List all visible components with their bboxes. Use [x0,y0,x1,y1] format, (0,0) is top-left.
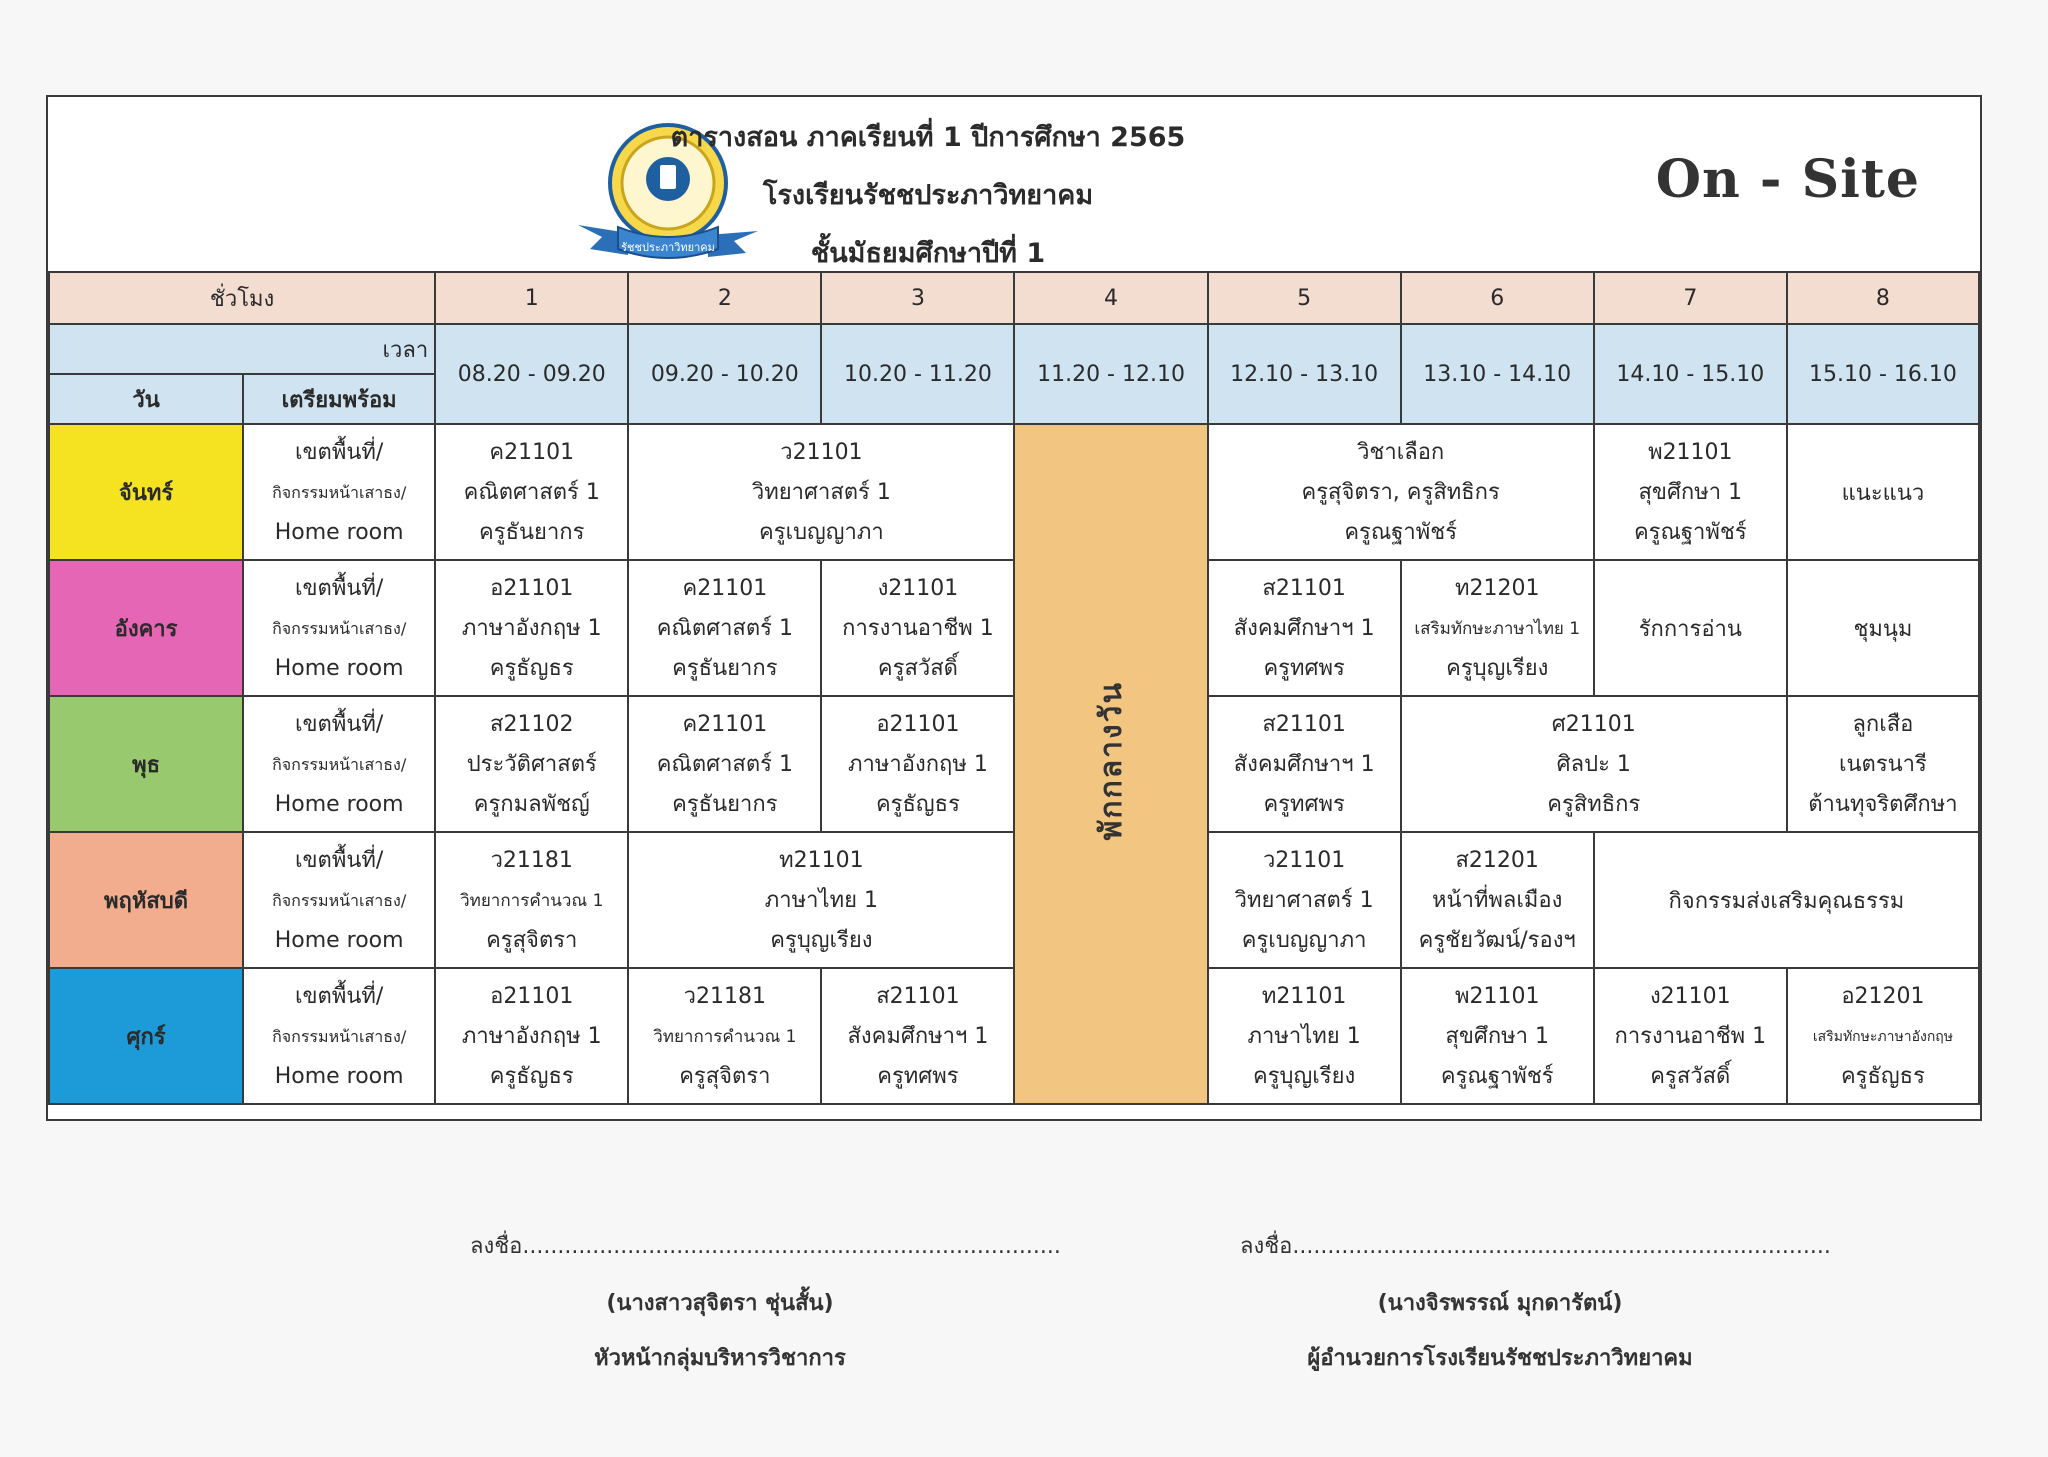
subject-name: วิทยาศาสตร์ 1 [1234,888,1374,913]
grade-level: ชั้นมัธยมศึกษาปีที่ 1 [810,238,1046,269]
teacher-name: ครูทศพร [877,1064,959,1089]
teacher-name: ครูณฐาพัชร์ [1344,520,1458,545]
prep-label: เตรียมพร้อม [243,374,435,424]
prep-line: เขตพื้นที่/ [294,712,384,737]
subject-name: คณิตศาสตร์ 1 [463,480,600,505]
class-cell [435,560,628,696]
prep-cell [243,968,435,1104]
day-name: ศุกร์ [49,968,243,1104]
class-cell [435,696,628,832]
subject-code: ท21201 [1454,576,1540,601]
day-name: อังคาร [49,560,243,696]
day-label: วัน [49,374,243,424]
teacher-name: ครูธัญธร [489,1064,574,1089]
period-number: 2 [628,272,821,324]
activity-line: ลูกเสือ [1852,712,1914,737]
subject-code: ง21101 [877,576,959,601]
class-cell [628,696,821,832]
signature-block-left [470,1228,1061,1395]
period-number: 3 [821,272,1014,324]
time-slot: 10.20 - 11.20 [821,324,1014,424]
prep-line: กิจกรรมหน้าเสาธง/ [272,483,407,502]
teacher-name: ครูบุญเรียง [770,928,873,953]
activity-cell: กิจกรรมส่งเสริมคุณธรรม [1594,832,1979,968]
time-slot: 13.10 - 14.10 [1401,324,1594,424]
subject-code: อ21101 [490,576,574,601]
prep-line: เขตพื้นที่/ [294,440,384,465]
time-slot: 09.20 - 10.20 [628,324,821,424]
class-cell [1401,696,1787,832]
teacher-name: ครูธัญธร [875,792,960,817]
class-cell [1208,832,1401,968]
school-name: โรงเรียนรัชชประภาวิทยาคม [762,180,1094,211]
time-slot: 12.10 - 13.10 [1208,324,1401,424]
class-cell [1594,424,1787,560]
time-slot: 08.20 - 09.20 [435,324,628,424]
subject-code: ท21101 [1261,984,1347,1009]
class-cell [628,424,1014,560]
subject-code: อ21201 [1841,984,1925,1009]
teacher-name: ครูธันยากร [672,792,778,817]
subject-name: การงานอาชีพ 1 [1614,1024,1767,1049]
logo-ribbon-text: รัชชประภาวิทยาคม [621,241,715,254]
subject-code: อ21101 [490,984,574,1009]
activity-cell: ชุมนุม [1787,560,1979,696]
subject-name: ครูสุจิตรา, ครูสิทธิกร [1301,480,1500,505]
teacher-name: ครูสวัสดิ์ [877,656,958,681]
teacher-name: ครูสวัสดิ์ [1650,1064,1731,1089]
teacher-name: ครูธัญธร [1840,1064,1925,1089]
teacher-name: ครูสุจิตรา [486,928,578,953]
subject-code: ค21101 [682,712,768,737]
class-cell [1787,968,1979,1104]
period-header-row [49,272,1979,324]
subject-code: ว21101 [780,440,863,465]
subject-name: ภาษาอังกฤษ 1 [461,1024,602,1049]
subject-name: วิทยาการคำนวณ 1 [653,1027,797,1047]
signature-line: ลงชื่อ............................................................................. [1240,1234,1831,1259]
class-cell [435,968,628,1104]
class-cell [1401,560,1594,696]
subject-name: ศิลปะ 1 [1556,752,1631,777]
prep-line: Home room [274,656,404,681]
subject-code: พ21101 [1454,984,1540,1009]
class-cell [435,424,628,560]
subject-name: ภาษาไทย 1 [764,888,878,913]
class-cell [628,832,1014,968]
teacher-name: ครูเบญญาภา [1241,928,1367,953]
period-number: 8 [1787,272,1979,324]
subject-name: สุขศึกษา 1 [1445,1024,1550,1049]
teacher-name: ครูชัยวัฒน์/รองฯ [1418,928,1576,953]
prep-line: กิจกรรมหน้าเสาธง/ [272,891,407,910]
prep-cell [243,832,435,968]
lunch-label: พักกลางวัน [1093,681,1129,841]
subject-name: ภาษาอังกฤษ 1 [848,752,988,777]
day-row-tuesday [49,560,1979,696]
prep-line: Home room [274,1064,404,1089]
signature-block-right [1240,1228,1831,1395]
subject-code: ค21101 [682,576,768,601]
subject-code: ส21101 [876,984,960,1009]
teacher-name: ครูเบญญาภา [759,520,884,545]
teacher-name: ครูบุญเรียง [1446,656,1549,681]
subject-code: พ21101 [1648,440,1733,465]
prep-line: กิจกรรมหน้าเสาธง/ [272,1027,407,1046]
prep-cell [243,696,435,832]
class-cell [1401,832,1594,968]
class-cell [1208,560,1401,696]
day-name: พฤหัสบดี [49,832,243,968]
time-header-row [49,324,1979,374]
teacher-name: ครูณฐาพัชร์ [1440,1064,1554,1089]
title-block [548,109,1308,283]
teacher-name: ครูบุญเรียง [1253,1064,1356,1089]
day-row-monday [49,424,1979,560]
time-slot: 11.20 - 12.10 [1014,324,1207,424]
subject-code: ส21201 [1455,848,1539,873]
activity-cell [1787,696,1979,832]
activity-cell: รักการอ่าน [1594,560,1787,696]
teacher-name: ครูณฐาพัชร์ [1633,520,1747,545]
activity-cell: แนะแนว [1787,424,1979,560]
prep-line: เขตพื้นที่/ [294,576,384,601]
class-cell [821,968,1014,1104]
lunch-break [1014,424,1207,1104]
timetable [48,271,1980,1105]
subject-name: วิทยาการคำนวณ 1 [460,891,604,911]
class-cell [435,832,628,968]
teacher-name: ครูธันยากร [479,520,585,545]
class-cell [628,968,821,1104]
class-cell [628,560,821,696]
prep-line: กิจกรรมหน้าเสาธง/ [272,755,407,774]
signer-role: หัวหน้ากลุ่มบริหารวิชาการ [594,1346,846,1371]
subject-code: อ21101 [876,712,960,737]
teacher-name: ครูธัญธร [489,656,574,681]
prep-cell [243,424,435,560]
period-number: 5 [1208,272,1401,324]
subject-code: ท21101 [779,848,864,873]
subject-code: วิชาเลือก [1357,440,1445,465]
subject-code: ว21181 [490,848,573,873]
subject-name: เสริมทักษะภาษาไทย 1 [1414,619,1581,639]
subject-code: ส21101 [1262,576,1346,601]
period-number: 6 [1401,272,1594,324]
subject-code: ค21101 [489,440,575,465]
day-row-friday [49,968,1979,1104]
period-number: 4 [1014,272,1207,324]
teacher-name: ครูสิทธิกร [1547,792,1641,817]
prep-line: เขตพื้นที่/ [294,848,384,873]
teacher-name: ครูทศพร [1263,792,1345,817]
subject-code: ศ21101 [1551,712,1636,737]
timetable-sheet [46,95,1982,1121]
class-cell [1594,968,1787,1104]
prep-line: เขตพื้นที่/ [294,984,384,1009]
prep-line: กิจกรรมหน้าเสาธง/ [272,619,407,638]
class-cell [1208,424,1594,560]
period-number: 7 [1594,272,1787,324]
subject-code: ส21102 [490,712,574,737]
period-number: 1 [435,272,628,324]
subject-code: ว21101 [1262,848,1346,873]
prep-line: Home room [274,520,404,545]
signer-name: (นางสาวสุจิตรา ชุ่นสั้น) [606,1291,834,1316]
subject-code: ส21101 [1262,712,1346,737]
subject-name: วิทยาศาสตร์ 1 [751,480,891,505]
teacher-name: ครูธันยากร [672,656,778,681]
activity-line: ต้านทุจริตศึกษา [1808,792,1958,817]
day-name: พุธ [49,696,243,832]
period-label: ชั่วโมง [49,272,435,324]
class-cell [1401,968,1594,1104]
prep-cell [243,560,435,696]
subject-name: สังคมศึกษาฯ 1 [847,1024,989,1049]
prep-line: Home room [274,792,404,817]
time-slot: 14.10 - 15.10 [1594,324,1787,424]
subject-code: ง21101 [1649,984,1731,1009]
subject-name: ประวัติศาสตร์ [466,752,597,777]
class-cell [821,696,1014,832]
time-slot: 15.10 - 16.10 [1787,324,1979,424]
day-row-wednesday [49,696,1979,832]
activity-line: เนตรนารี [1838,752,1927,777]
signer-name: (นางจิรพรรณ์ มุกดารัตน์) [1377,1291,1623,1316]
timetable-title: ตารางสอน ภาคเรียนที่ 1 ปีการศึกษา 2565 [670,122,1186,153]
day-name: จันทร์ [49,424,243,560]
subject-name: หน้าที่พลเมือง [1432,888,1563,913]
subject-name: คณิตศาสตร์ 1 [656,752,793,777]
signer-role: ผู้อำนวยการโรงเรียนรัชชประภาวิทยาคม [1307,1346,1693,1371]
signature-line: ลงชื่อ............................................................................. [470,1234,1061,1259]
subject-name: สังคมศึกษาฯ 1 [1233,616,1375,641]
class-cell [821,560,1014,696]
teacher-name: ครูกมลพัชญ์ [473,792,590,817]
subject-code: ว21181 [683,984,767,1009]
class-cell [1208,968,1401,1104]
subject-name: สังคมศึกษาฯ 1 [1233,752,1375,777]
subject-name: เสริมทักษะภาษาอังกฤษ [1812,1029,1953,1045]
teacher-name: ครูสุจิตรา [679,1064,771,1089]
subject-name: สุขศึกษา 1 [1638,480,1743,505]
subject-name: ภาษาอังกฤษ 1 [461,616,602,641]
timetable-header [48,97,1980,273]
subject-name: คณิตศาสตร์ 1 [656,616,793,641]
prep-line: Home room [274,928,404,953]
class-cell [1208,696,1401,832]
subject-name: การงานอาชีพ 1 [842,616,994,641]
mode-label: On - Site [1655,149,1920,210]
day-row-thursday [49,832,1979,968]
teacher-name: ครูทศพร [1263,656,1345,681]
time-label: เวลา [49,324,435,374]
subject-name: ภาษาไทย 1 [1247,1024,1361,1049]
